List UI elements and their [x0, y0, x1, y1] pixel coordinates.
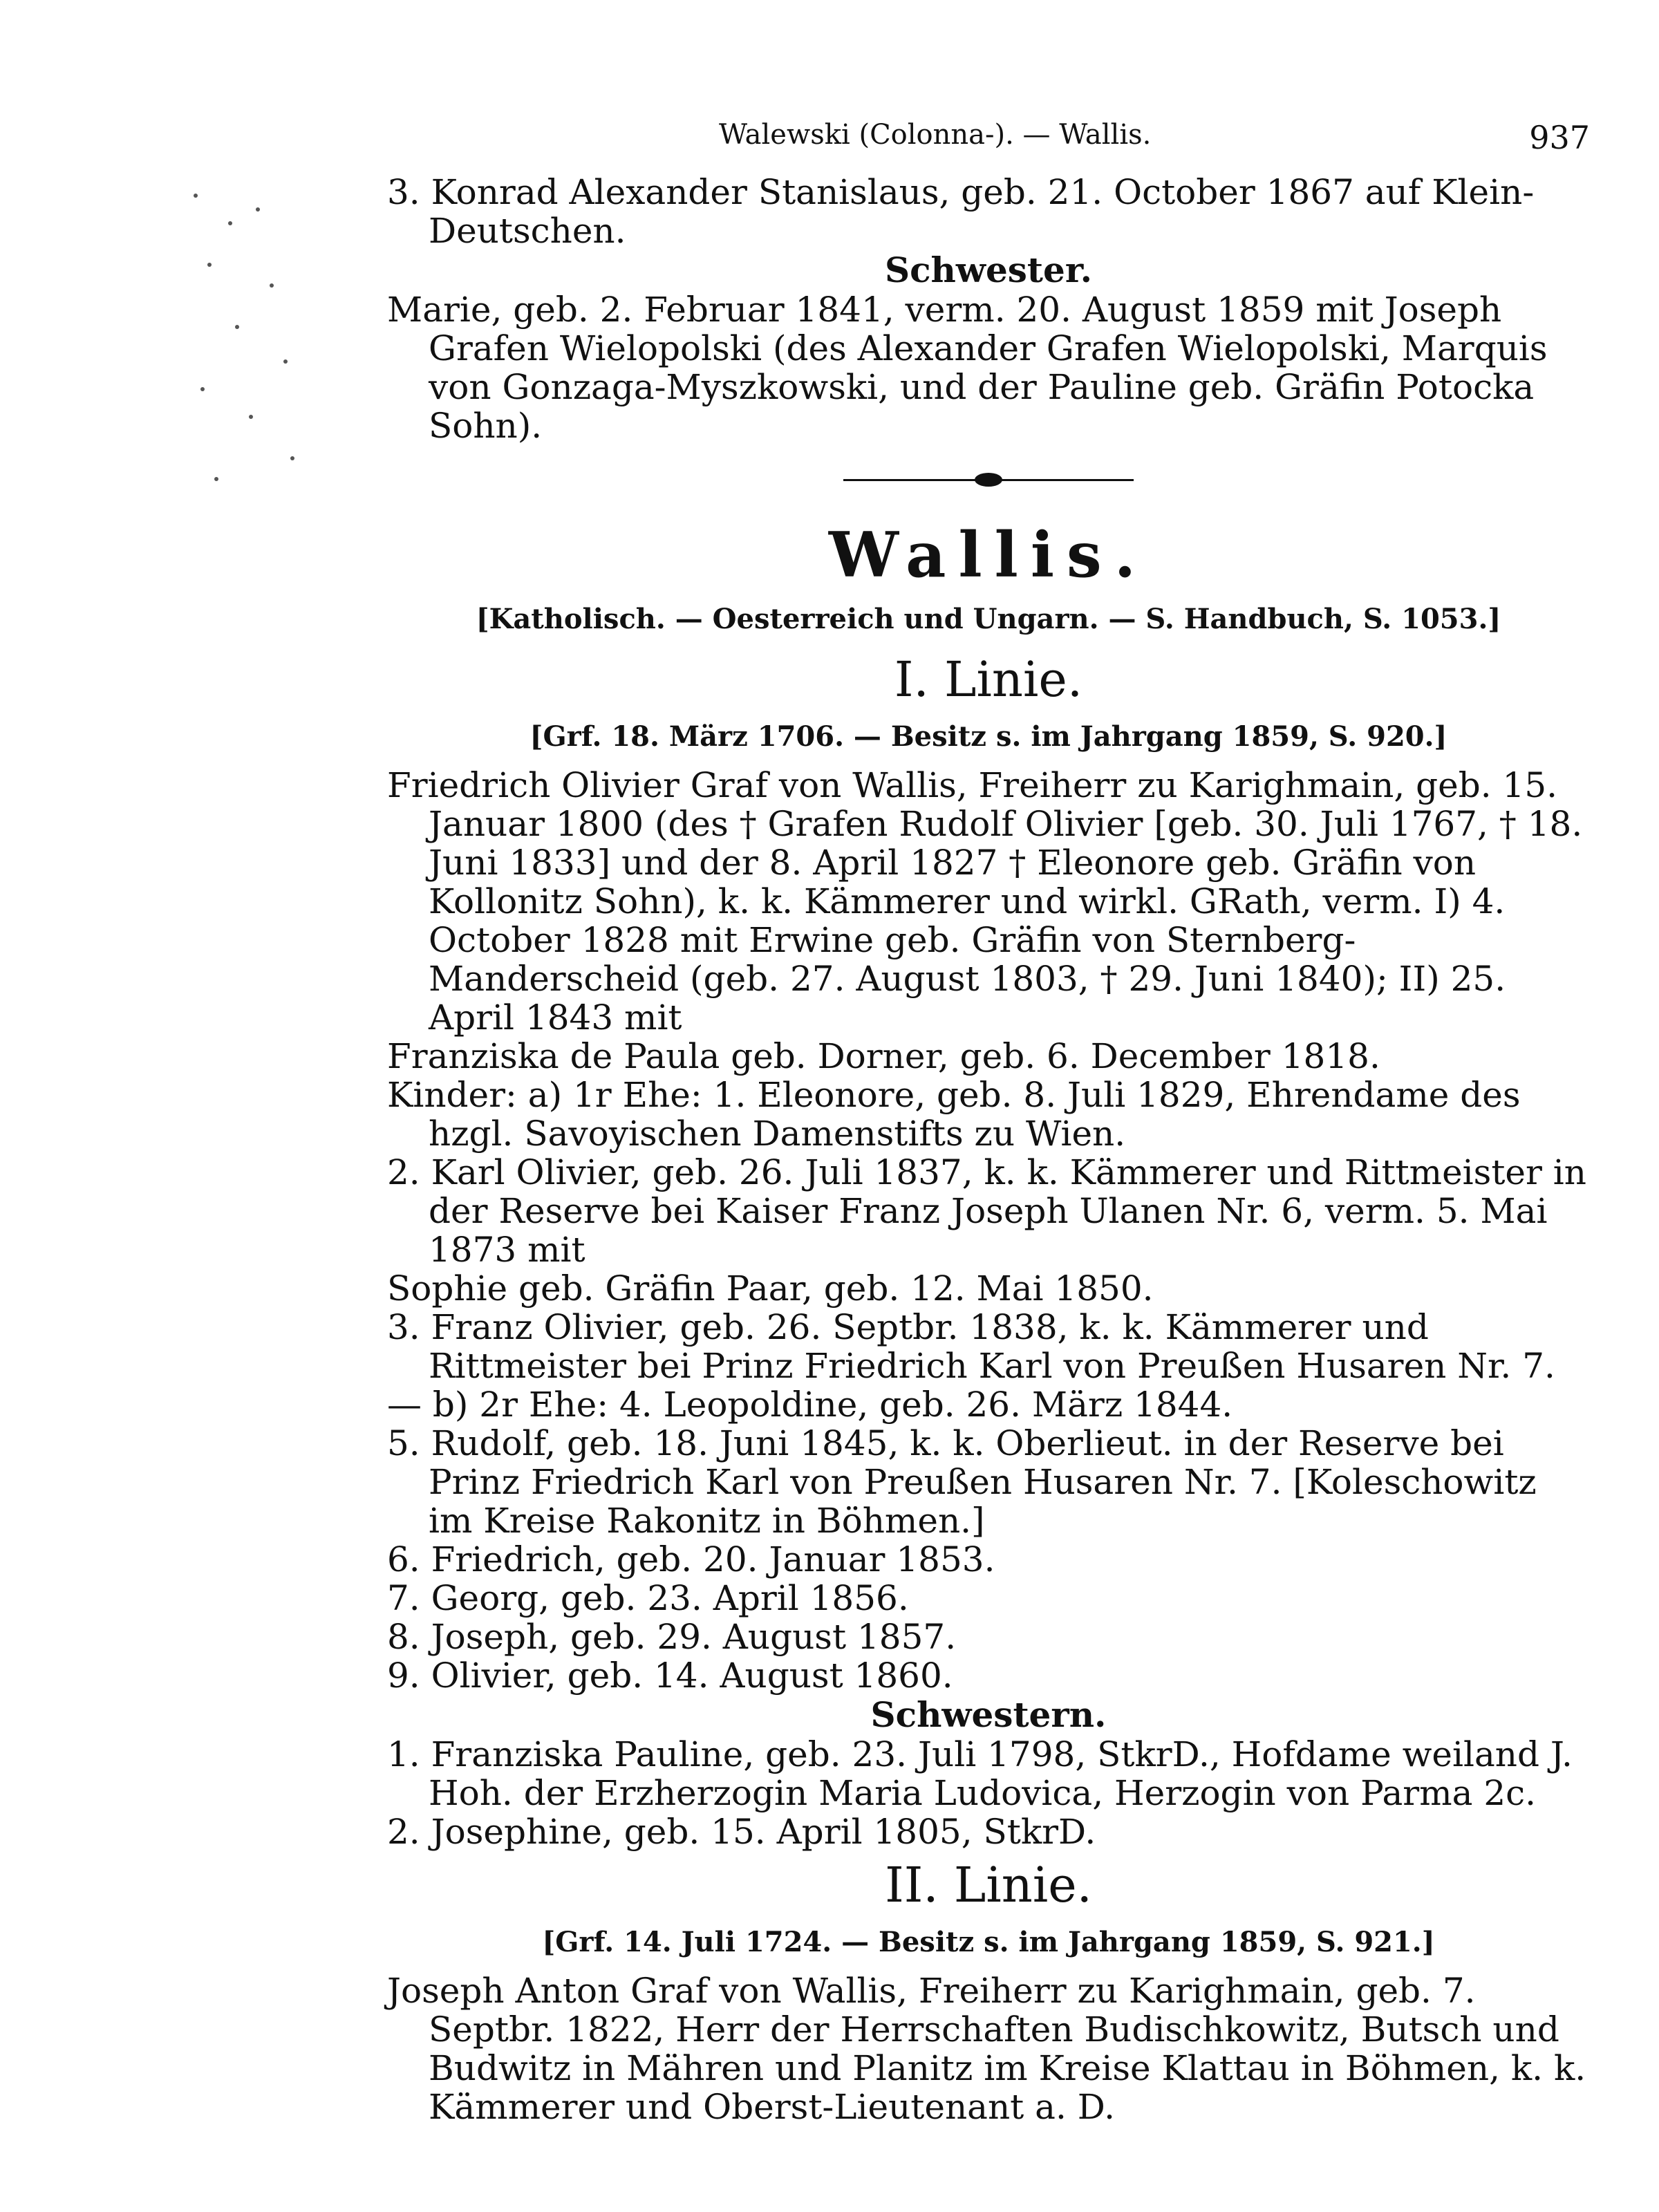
linie-1-spouse: Sophie geb. Gräfin Paar, geb. 12. Mai 1850. — [387, 1268, 1154, 1309]
linie-1-child: 8. Joseph, geb. 29. August 1857. — [387, 1617, 957, 1657]
walewski-child-3: 3. Konrad Alexander Stanislaus, geb. 21. October 1867 auf Klein-Deutschen. — [387, 172, 1535, 251]
schwester-entry: 1. Franziska Pauline, geb. 23. Juli 1798, StkrD., Hofdame weiland J. Hoh. der Erzherzogin Maria Ludovica, Herzogin von Parma 2c. — [387, 1734, 1573, 1813]
main-column — [387, 173, 1590, 2126]
linie-1-child: 6. Friedrich, geb. 20. Januar 1853. — [387, 1539, 995, 1580]
linie-1-child: 5. Rudolf, geb. 18. Juni 1845, k. k. Oberlieut. in der Reserve bei Prinz Friedrich Karl von Preußen Husaren Nr. 7. [Koleschowitz im Kreise Rakonitz in Böhmen.] — [387, 1423, 1537, 1541]
linie-2-heading: II. Linie. — [885, 1857, 1092, 1913]
schwestern-heading: Schwestern. — [870, 1694, 1107, 1735]
linie-1-child: 2. Karl Olivier, geb. 26. Juli 1837, k. k. Kämmerer und Rittmeister in der Reserve bei Kaiser Franz Joseph Ulanen Nr. 6, verm. 5. Mai 1873 mit — [387, 1152, 1586, 1270]
page-header — [719, 119, 1590, 160]
family-title: Wallis. — [828, 518, 1149, 592]
linie-1-child: — b) 2r Ehe: 4. Leopoldine, geb. 26. März 1844. — [387, 1385, 1233, 1425]
page-number: 937 — [1529, 119, 1590, 156]
family-bracket-note: [Katholisch. — Oesterreich und Ungarn. — S. Handbuch, S. 1053.] — [476, 603, 1501, 635]
schwester-heading: Schwester. — [885, 250, 1092, 290]
margin-speckles — [173, 180, 311, 498]
linie-1-child: 3. Franz Olivier, geb. 26. Septbr. 1838, k. k. Kämmerer und Rittmeister bei Prinz Friedrich Karl von Preußen Husaren Nr. 7. — [387, 1307, 1555, 1386]
linie-1-head-entry: Friedrich Olivier Graf von Wallis, Freiherr zu Karighmain, geb. 15. Januar 1800 (des † Grafen Rudolf Olivier [geb. 30. Juli 1767, † 18. Juni 1833] und der 8. April 1827 † Eleonore geb. Gräfin von Kollonitz Sohn), k. k. Kämmerer und wirkl. GRath, verm. I) 4. October 1828 mit Erwine geb. Gräfin von Sternberg-Manderscheid (geb. 27. August 1803, † 29. Juni 1840); II) 25. April 1843 mit — [387, 765, 1583, 1038]
schwester-entry: 2. Josephine, geb. 15. April 1805, StkrD. — [387, 1812, 1096, 1852]
linie-1-heading: I. Linie. — [894, 651, 1083, 708]
linie-1-child: 9. Olivier, geb. 14. August 1860. — [387, 1656, 953, 1696]
linie-2-head-entry: Joseph Anton Graf von Wallis, Freiherr zu Karighmain, geb. 7. Septbr. 1822, Herr der Herrschaften Budischkowitz, Butsch und Budwitz in Mähren und Planitz im Kreise Klattau in Böhmen, k. k. Kämmerer und Oberst-Lieutenant a. D. — [387, 1971, 1586, 2127]
linie-1-children-intro: Kinder: a) 1r Ehe: 1. Eleonore, geb. 8. Juli 1829, Ehrendame des hzgl. Savoyischen Damenstifts zu Wien. — [387, 1075, 1521, 1154]
linie-1-child: 7. Georg, geb. 23. April 1856. — [387, 1578, 909, 1618]
running-title: Walewski (Colonna-). — Wallis. — [719, 119, 1152, 151]
section-divider-ornament — [843, 470, 1134, 489]
marie-entry: Marie, geb. 2. Februar 1841, verm. 20. August 1859 mit Joseph Grafen Wielopolski (des Alexander Grafen Wielopolski, Marquis von Gonzaga-Myszkowski, und der Pauline geb. Gräfin Potocka Sohn). — [387, 290, 1548, 446]
linie-2-bracket-note: [Grf. 14. Juli 1724. — Besitz s. im Jahrgang 1859, S. 921.] — [542, 1926, 1435, 1958]
linie-1-bracket-note: [Grf. 18. März 1706. — Besitz s. im Jahrgang 1859, S. 920.] — [529, 720, 1447, 753]
linie-1-wife-entry: Franziska de Paula geb. Dorner, geb. 6. December 1818. — [387, 1036, 1380, 1076]
